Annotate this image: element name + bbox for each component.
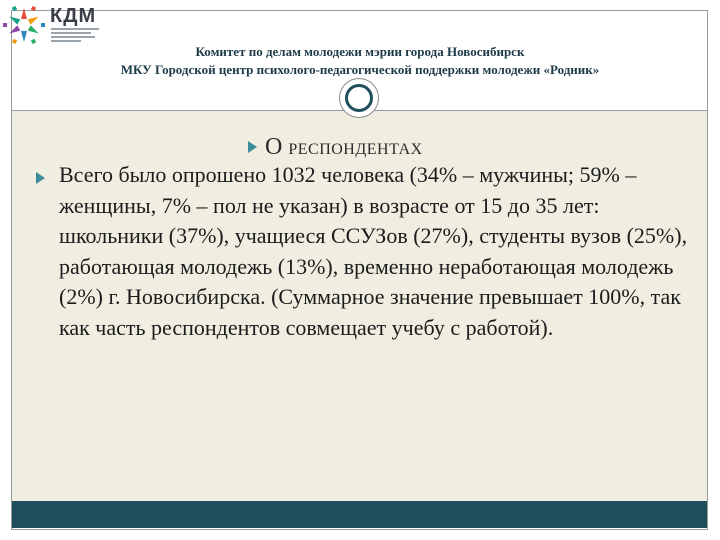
body-bullet-icon xyxy=(36,172,45,184)
title-bullet-icon xyxy=(248,141,257,153)
content-area xyxy=(12,111,707,501)
slide-title xyxy=(248,133,423,161)
divider-circle-inner xyxy=(345,84,373,112)
divider-circle-icon xyxy=(339,78,379,118)
logo-text: КДМ xyxy=(50,5,97,27)
bottom-bar xyxy=(12,501,707,528)
title-rest: РЕСПОНДЕНТАХ xyxy=(288,140,423,158)
title-first: О xyxy=(265,133,289,160)
org-line-2: МКУ Городской центр психолого-педагогической поддержки молодежи «Родник» xyxy=(120,62,600,77)
org-line-1: Комитет по делам молодежи мэрии города Новосибирск xyxy=(195,44,525,59)
body-text: Всего было опрошено 1032 человека (34% – мужчины; 59% – женщины, 7% – пол не указан) в возрасте от 15 до 35 лет: школьники (37%), учащиеся ССУЗов (27%), студенты вузов (25%), работающая молодежь (13%), временно неработающая молодежь (2%) г. Новосибирска. (Суммарное значение превышает 100%, так как часть респондентов совмещает учебу с работой). xyxy=(59,162,688,340)
